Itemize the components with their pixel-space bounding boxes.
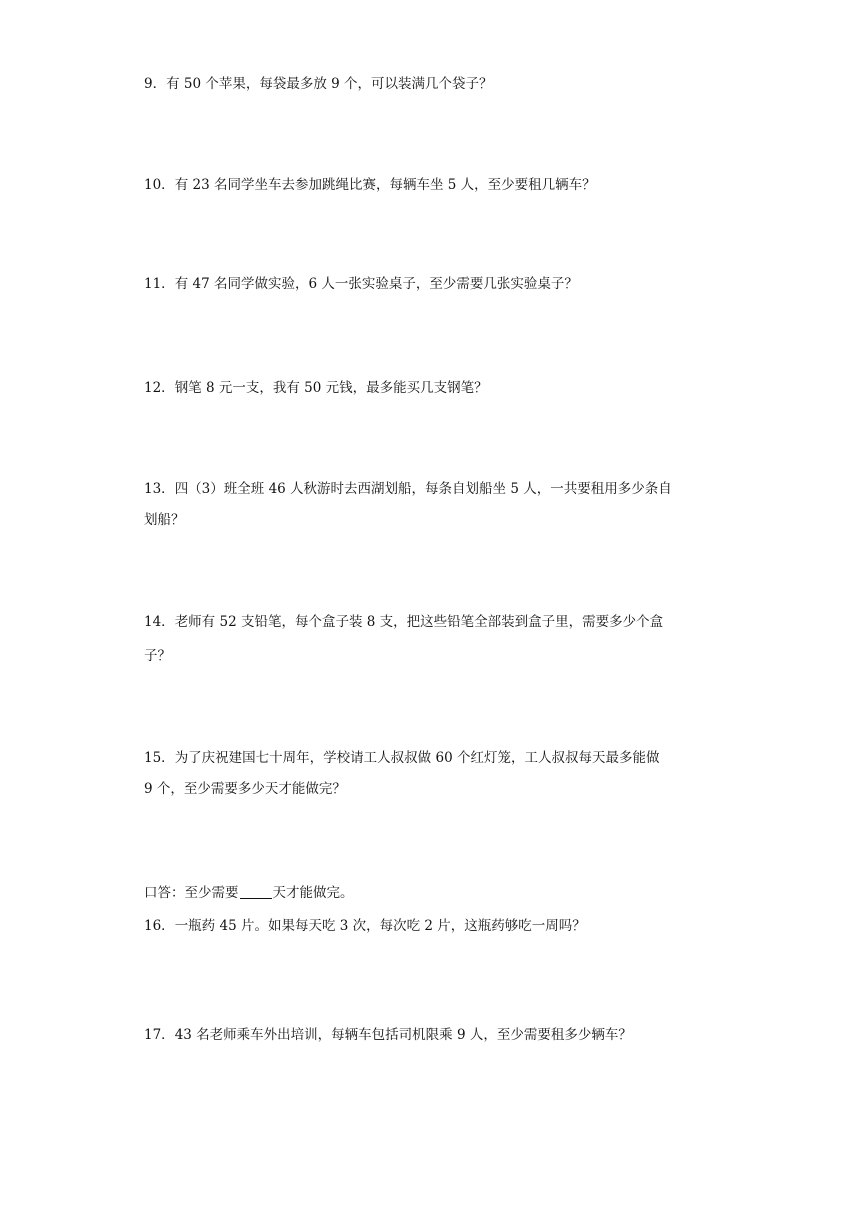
- question-text: 划船？: [144, 512, 185, 528]
- answer-blank[interactable]: [240, 884, 272, 899]
- question-number: 10．: [144, 177, 175, 193]
- question-number: 11．: [144, 276, 175, 292]
- question-number: 16．: [144, 918, 175, 934]
- question-11: [144, 274, 734, 294]
- question-15: [144, 748, 734, 768]
- question-text: 9 个，至少需要多少天才能做完？: [144, 781, 346, 797]
- question-13-continuation: [144, 510, 734, 530]
- question-number: 13．: [144, 481, 175, 497]
- question-text: 老师有 52 支铅笔，每个盒子装 8 支，把这些铅笔全部装到盒子里，需要多少个盒: [174, 614, 664, 630]
- question-text: 四（3）班全班 46 人秋游时去西湖划船，每条自划船坐 5 人，一共要租用多少条自: [174, 481, 672, 497]
- question-15-continuation: [144, 779, 734, 799]
- question-text: 有 47 名同学做实验，6 人一张实验桌子，至少需要几张实验桌子？: [174, 276, 578, 292]
- question-number: 15．: [144, 750, 175, 766]
- question-14: [144, 612, 734, 632]
- question-13: [144, 479, 734, 499]
- question-number: 12．: [144, 380, 175, 396]
- question-text: 有 50 个苹果，每袋最多放 9 个，可以装满几个袋子？: [166, 76, 493, 92]
- question-text: 子？: [144, 648, 171, 664]
- question-text: 一瓶药 45 片。如果每天吃 3 次，每次吃 2 片，这瓶药够吃一周吗？: [174, 918, 586, 934]
- question-text: 钢笔 8 元一支，我有 50 元钱，最多能买几支钢笔？: [174, 380, 488, 396]
- answer-prefix: 口答：至少需要: [144, 885, 239, 901]
- answer-15: [144, 883, 734, 903]
- answer-suffix: 天才能做完。: [272, 885, 354, 901]
- question-number: 9．: [144, 76, 167, 92]
- question-number: 17．: [144, 1027, 175, 1043]
- question-12: [144, 378, 734, 398]
- question-16: [144, 916, 734, 936]
- question-text: 有 23 名同学坐车去参加跳绳比赛，每辆车坐 5 人，至少要租几辆车？: [174, 177, 596, 193]
- question-14-continuation: [144, 646, 734, 666]
- question-9: [144, 74, 734, 94]
- question-10: [144, 175, 734, 195]
- question-number: 14．: [144, 614, 175, 630]
- question-text: 43 名老师乘车外出培训，每辆车包括司机限乘 9 人，至少需要租多少辆车？: [174, 1027, 632, 1043]
- question-17: [144, 1025, 734, 1045]
- question-text: 为了庆祝建国七十周年，学校请工人叔叔做 60 个红灯笼，工人叔叔每天最多能做: [174, 750, 660, 766]
